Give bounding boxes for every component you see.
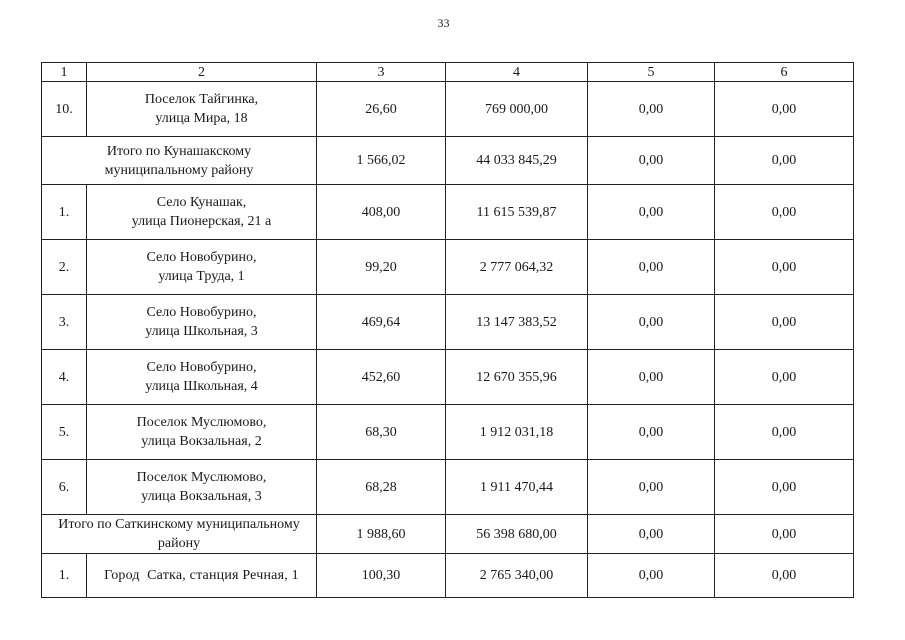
col4-value: 769 000,00 <box>446 82 588 137</box>
col6-value: 0,00 <box>715 137 854 185</box>
header-cell: 1 <box>42 63 87 82</box>
col4-value: 44 033 845,29 <box>446 137 588 185</box>
col5-value: 0,00 <box>588 137 715 185</box>
row-number: 1. <box>42 554 87 598</box>
col3-value: 26,60 <box>317 82 446 137</box>
header-cell: 2 <box>87 63 317 82</box>
col6-value: 0,00 <box>715 350 854 405</box>
col6-value: 0,00 <box>715 405 854 460</box>
address-cell <box>87 554 317 598</box>
total-label-line: Итого по Саткинскому муниципальному <box>58 517 300 532</box>
col4-value: 12 670 355,96 <box>446 350 588 405</box>
address-line: Поселок Муслюмово, <box>136 415 267 430</box>
col5-value: 0,00 <box>588 554 715 598</box>
col6-value: 0,00 <box>715 240 854 295</box>
col5-value: 0,00 <box>588 515 715 554</box>
row-number: 3. <box>42 295 87 350</box>
total-label-line: Итого по Кунашакскому <box>106 143 252 159</box>
address-cell <box>87 185 317 240</box>
col4-value: 2 765 340,00 <box>446 554 588 598</box>
table-row <box>42 350 854 405</box>
col5-value: 0,00 <box>588 350 715 405</box>
col4-value: 1 911 470,44 <box>446 460 588 515</box>
col4-value: 13 147 383,52 <box>446 295 588 350</box>
address-line: улица Мира, 18 <box>155 111 248 126</box>
address-line: Село Новобурино, <box>146 360 257 375</box>
data-table <box>41 62 854 598</box>
col5-value: 0,00 <box>588 405 715 460</box>
col4-value: 56 398 680,00 <box>446 515 588 554</box>
address-line: улица Труда, 1 <box>158 269 245 284</box>
col6-value: 0,00 <box>715 185 854 240</box>
col6-value: 0,00 <box>715 82 854 137</box>
address-cell <box>87 240 317 295</box>
row-number: 6. <box>42 460 87 515</box>
col6-value: 0,00 <box>715 515 854 554</box>
address-line: Село Кунашак, <box>156 195 247 210</box>
table-row <box>42 82 854 137</box>
col4-value: 2 777 064,32 <box>446 240 588 295</box>
col3-value: 99,20 <box>317 240 446 295</box>
total-label <box>42 515 317 554</box>
address-line: Поселок Муслюмово, <box>136 470 267 485</box>
col3-value: 68,28 <box>317 460 446 515</box>
total-label <box>42 137 317 185</box>
table-row <box>42 185 854 240</box>
table-row <box>42 405 854 460</box>
header-cell: 5 <box>588 63 715 82</box>
col3-value: 408,00 <box>317 185 446 240</box>
col5-value: 0,00 <box>588 460 715 515</box>
address-line: Город Сатка, станция Речная, 1 <box>104 568 299 583</box>
col5-value: 0,00 <box>588 82 715 137</box>
table-row <box>42 554 854 598</box>
col3-value: 1 988,60 <box>317 515 446 554</box>
table-row <box>42 295 854 350</box>
header-row <box>42 63 854 82</box>
col6-value: 0,00 <box>715 295 854 350</box>
col3-value: 100,30 <box>317 554 446 598</box>
page-number: 33 <box>437 16 450 30</box>
row-number: 2. <box>42 240 87 295</box>
header-cell: 3 <box>317 63 446 82</box>
address-line: улица Вокзальная, 2 <box>141 434 262 449</box>
col5-value: 0,00 <box>588 295 715 350</box>
row-number: 4. <box>42 350 87 405</box>
address-line: улица Вокзальная, 3 <box>141 489 262 504</box>
address-line: улица Пионерская, 21 а <box>131 214 272 229</box>
address-cell <box>87 295 317 350</box>
address-cell <box>87 460 317 515</box>
col4-value: 11 615 539,87 <box>446 185 588 240</box>
col6-value: 0,00 <box>715 460 854 515</box>
col3-value: 452,60 <box>317 350 446 405</box>
col3-value: 1 566,02 <box>317 137 446 185</box>
col3-value: 68,30 <box>317 405 446 460</box>
total-row <box>42 137 854 185</box>
total-row <box>42 515 854 554</box>
address-line: Поселок Тайгинка, <box>144 92 259 107</box>
col5-value: 0,00 <box>588 185 715 240</box>
address-line: улица Школьная, 4 <box>145 379 258 394</box>
header-cell: 6 <box>715 63 854 82</box>
table-row <box>42 240 854 295</box>
address-line: улица Школьная, 3 <box>145 324 258 339</box>
header-cell: 4 <box>446 63 588 82</box>
row-number: 10. <box>42 82 87 137</box>
address-cell <box>87 82 317 137</box>
address-line: Село Новобурино, <box>146 250 257 265</box>
table-row <box>42 460 854 515</box>
address-cell <box>87 405 317 460</box>
col6-value: 0,00 <box>715 554 854 598</box>
total-label-line: муниципальному району <box>104 162 254 178</box>
row-number: 5. <box>42 405 87 460</box>
col4-value: 1 912 031,18 <box>446 405 588 460</box>
address-cell <box>87 350 317 405</box>
col5-value: 0,00 <box>588 240 715 295</box>
address-line: Село Новобурино, <box>146 305 257 320</box>
total-label-line: району <box>157 536 201 551</box>
row-number: 1. <box>42 185 87 240</box>
col3-value: 469,64 <box>317 295 446 350</box>
